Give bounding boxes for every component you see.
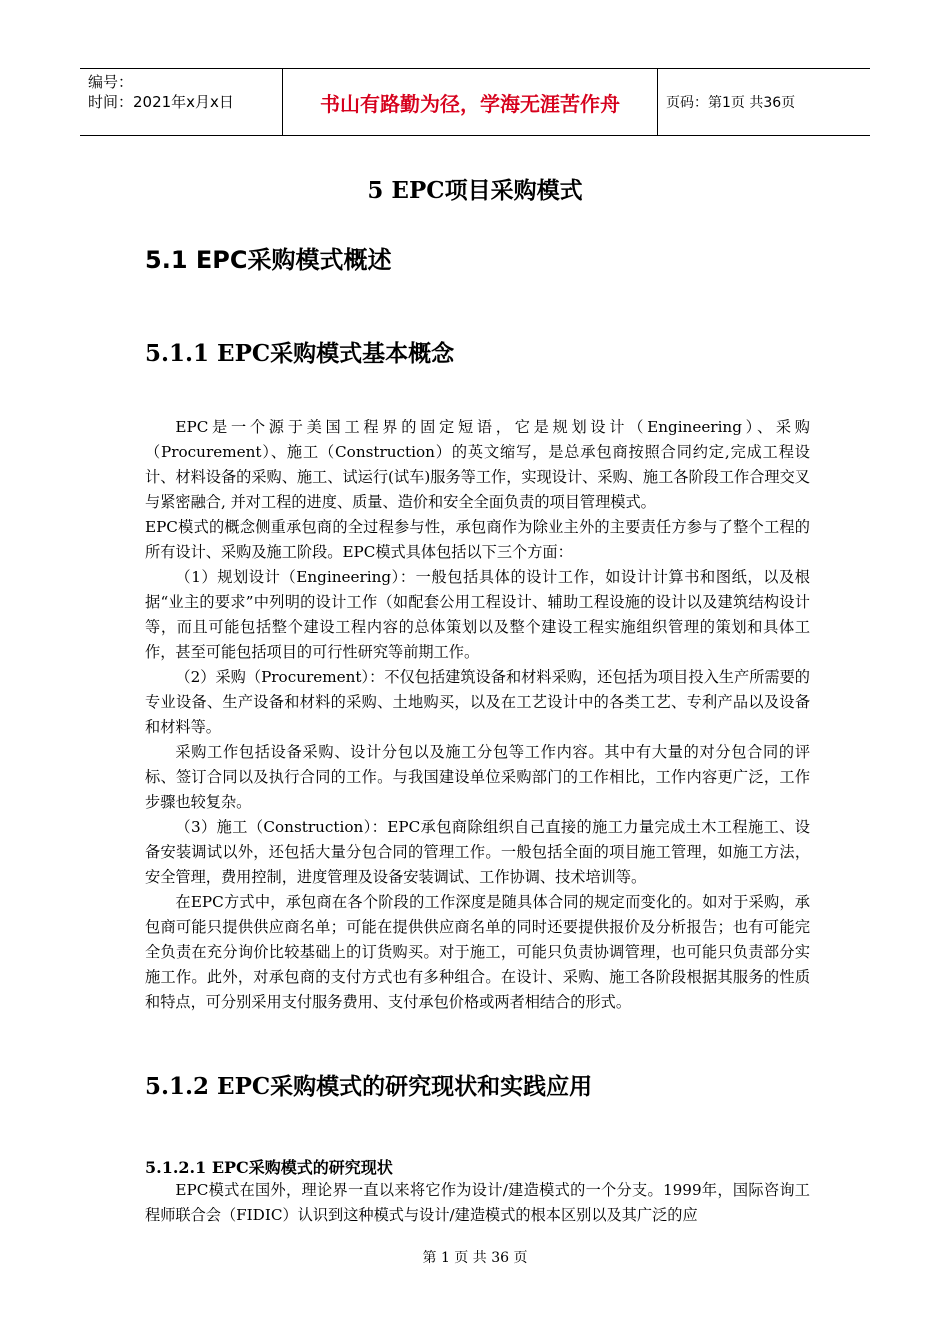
paragraph: EPC模式在国外，理论界一直以来将它作为设计/建造模式的一个分支。1999年，国际咨询工程师联合会（FIDIC）认识到这种模式与设计/建造模式的根本区别以及其广泛的应 [145,1181,810,1224]
paragraph: EPC是一个源于美国工程界的固定短语，它是规划设计（Engineering）、采购（Procurement）、施工（Construction）的英文缩写，是总承包商按照合同约定,完成工程设计、材料设备的采购、施工、试运行(试车)服务等工作，实现设计、采购、施工各阶段工作合理交叉与紧密融合, 并对工程的进度、质量、造价和安全全面负责的项目管理模式。 [145,418,810,511]
body-text-5-1-1 [145,415,810,1015]
page-footer: 第 1 页 共 36 页 [422,1250,528,1266]
header-meta [80,69,282,135]
header-motto-cell [282,69,658,135]
header-motto: 书山有路勤为径，学海无涯苦作舟 [320,91,620,116]
paragraph: （1）规划设计（Engineering）：一般包括具体的设计工作，如设计计算书和图纸，以及根据“业主的要求”中列明的设计工作（如配套公用工程设计、辅助工程设施的设计以及建筑结构设计等，而且可能包括整个建设工程内容的总体策划以及整个建设工程实施组织管理的策划和具体工作，甚至可能包括项目的可行性研究等前期工作。 [145,568,810,661]
paragraph: （2）采购（Procurement）：不仅包括建筑设备和材料采购，还包括为项目投入生产所需要的专业设备、生产设备和材料的采购、土地购买，以及在工艺设计中的各类工艺、专利产品以及设备和材料等。 [145,668,810,736]
body-text-5-1-2-1 [145,1178,810,1228]
paragraph: 采购工作包括设备采购、设计分包以及施工分包等工作内容。其中有大量的对分包合同的评标、签订合同以及执行合同的工作。与我国建设单位采购部门的工作相比，工作内容更广泛，工作步骤也较复杂。 [145,743,810,811]
header-page-info: 页码：第1页 共36页 [666,95,796,111]
chapter-title: 5 EPC项目采购模式 [367,177,583,204]
paragraph: （3）施工（Construction）：EPC承包商除组织自己直接的施工力量完成土木工程施工、设备安装调试以外，还包括大量分包合同的管理工作。一般包括全面的项目施工管理，如施工方法，安全管理，费用控制，进度管理及设备安装调试、工作协调、技术培训等。 [145,818,810,886]
section-heading-5-1-2: 5.1.2 EPC采购模式的研究现状和实践应用 [145,1073,593,1100]
paragraph: EPC模式的概念侧重承包商的全过程参与性，承包商作为除业主外的主要责任方参与了整个工程的所有设计、采购及施工阶段。EPC模式具体包括以下三个方面： [145,518,810,561]
section-heading-5-1-1: 5.1.1 EPC采购模式基本概念 [145,340,455,367]
header-number-label: 编号： [88,73,134,91]
page-header [80,68,870,136]
section-heading-5-1: 5.1 EPC采购模式概述 [145,246,392,274]
paragraph: 在EPC方式中，承包商在各个阶段的工作深度是随具体合同的规定而变化的。如对于采购，承包商可能只提供供应商名单；可能在提供供应商名单的同时还要提供报价及分析报告；也有可能完全负责在充分询价比较基础上的订货购买。对于施工，可能只负责协调管理，也可能只负责部分实施工作。此外，对承包商的支付方式也有多种组合。在设计、采购、施工各阶段根据其服务的性质和特点，可分别采用支付服务费用、支付承包价格或两者相结合的形式。 [145,893,810,1011]
section-heading-5-1-2-1: 5.1.2.1 EPC采购模式的研究现状 [145,1158,393,1177]
header-time-label: 时间：2021年x月x日 [88,93,234,111]
